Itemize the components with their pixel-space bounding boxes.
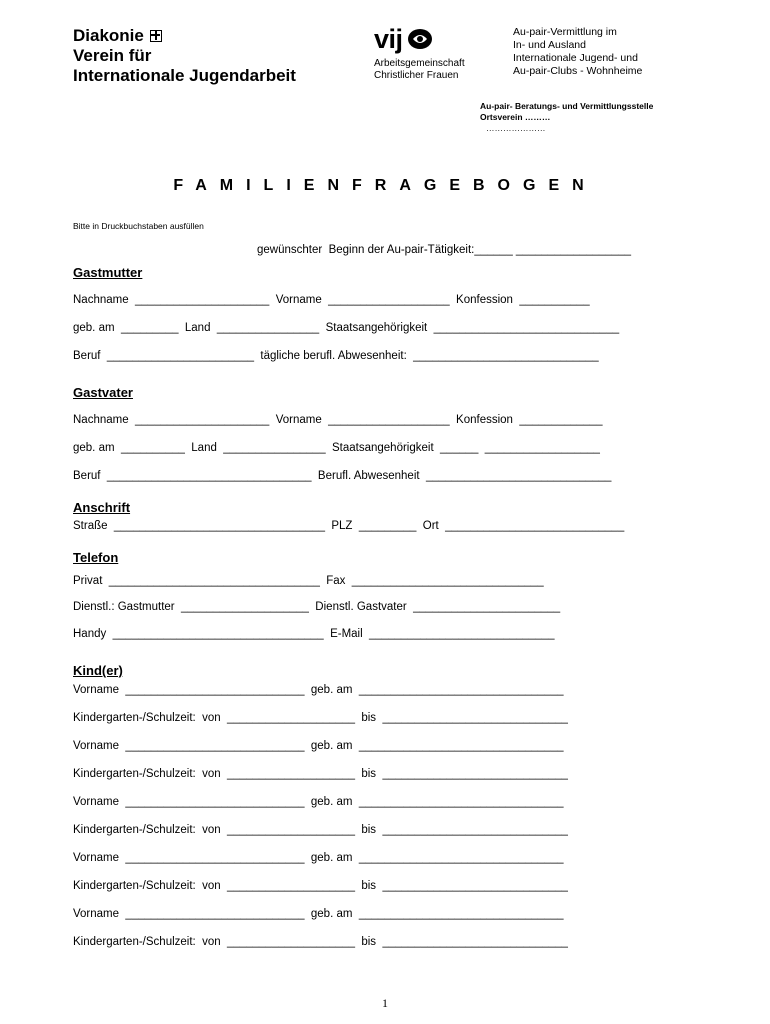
vij-emblem-icon xyxy=(407,28,433,50)
org-line-3: Internationale Jugendarbeit xyxy=(73,66,296,85)
start-date-field[interactable]: gewünschter Beginn der Au-pair-Tätigkeit:______ __________________ xyxy=(257,244,632,256)
section-kinder: Kind(er) xyxy=(73,663,123,678)
child-school-row[interactable]: Kindergarten-/Schulzeit: von ____________________ bis _____________________________ xyxy=(73,768,568,780)
child-name-row[interactable]: Vorname ____________________________ geb. am ________________________________ xyxy=(73,796,564,808)
office-line-1: Au-pair- Beratungs- und Vermittlungsstelle xyxy=(480,101,654,111)
vij-subtitle-2: Christlicher Frauen xyxy=(374,70,459,81)
office-line-3: ………………… xyxy=(486,123,546,133)
form-row[interactable]: Dienstl.: Gastmutter ____________________ Dienstl. Gastvater _______________________ xyxy=(73,601,561,613)
office-block xyxy=(480,101,653,134)
page-number: 1 xyxy=(382,996,388,1010)
vij-logo-text: vij xyxy=(374,24,403,54)
form-row[interactable]: Privat _________________________________ Fax ______________________________ xyxy=(73,575,544,587)
section-gastvater: Gastvater xyxy=(73,385,133,400)
org-line-2: Verein für xyxy=(73,46,152,65)
section-gastmutter: Gastmutter xyxy=(73,265,143,280)
instruction-note: Bitte in Druckbuchstaben ausfüllen xyxy=(73,221,204,231)
vij-subtitle-1: Arbeitsgemeinschaft xyxy=(374,58,465,69)
child-school-row[interactable]: Kindergarten-/Schulzeit: von ____________________ bis _____________________________ xyxy=(73,712,568,724)
child-school-row[interactable]: Kindergarten-/Schulzeit: von ____________________ bis _____________________________ xyxy=(73,880,568,892)
form-row[interactable]: Nachname _____________________ Vorname ___________________ Konfession ___________ xyxy=(73,294,590,306)
child-name-row[interactable]: Vorname ____________________________ geb. am ________________________________ xyxy=(73,852,564,864)
form-row[interactable]: Beruf ________________________________ Berufl. Abwesenheit _____________________________ xyxy=(73,470,612,482)
form-row[interactable]: Beruf _______________________ tägliche berufl. Abwesenheit: _____________________________ xyxy=(73,350,599,362)
section-telefon: Telefon xyxy=(73,550,119,565)
form-row[interactable]: geb. am _________ Land ________________ Staatsangehörigkeit _____________________________ xyxy=(73,322,620,334)
organization-name xyxy=(73,26,296,86)
form-row[interactable]: Nachname _____________________ Vorname ___________________ Konfession _____________ xyxy=(73,414,603,426)
child-school-row[interactable]: Kindergarten-/Schulzeit: von ____________________ bis _____________________________ xyxy=(73,824,568,836)
form-row[interactable]: geb. am __________ Land ________________ Staatsangehörigkeit ______ __________________ xyxy=(73,442,600,454)
vij-logo-block xyxy=(374,24,465,82)
form-row[interactable]: Handy _________________________________ E-Mail _____________________________ xyxy=(73,628,555,640)
diakonie-cross-icon xyxy=(150,30,162,42)
service-line: In- und Ausland xyxy=(513,39,586,51)
child-school-row[interactable]: Kindergarten-/Schulzeit: von ____________________ bis _____________________________ xyxy=(73,936,568,948)
section-anschrift: Anschrift xyxy=(73,500,131,515)
services-list xyxy=(513,26,642,78)
org-line-1: Diakonie xyxy=(73,26,144,45)
office-line-2: Ortsverein ……… xyxy=(480,112,551,122)
child-name-row[interactable]: Vorname ____________________________ geb. am ________________________________ xyxy=(73,684,564,696)
form-title: FAMILIENFRAGEBOGEN xyxy=(173,177,597,194)
service-line: Au-pair-Vermittlung im xyxy=(513,26,617,38)
form-row[interactable]: Straße _________________________________ PLZ _________ Ort ____________________________ xyxy=(73,520,625,532)
child-name-row[interactable]: Vorname ____________________________ geb. am ________________________________ xyxy=(73,908,564,920)
service-line: Au-pair-Clubs - Wohnheime xyxy=(513,65,643,77)
child-name-row[interactable]: Vorname ____________________________ geb. am ________________________________ xyxy=(73,740,564,752)
service-line: Internationale Jugend- und xyxy=(513,52,638,64)
